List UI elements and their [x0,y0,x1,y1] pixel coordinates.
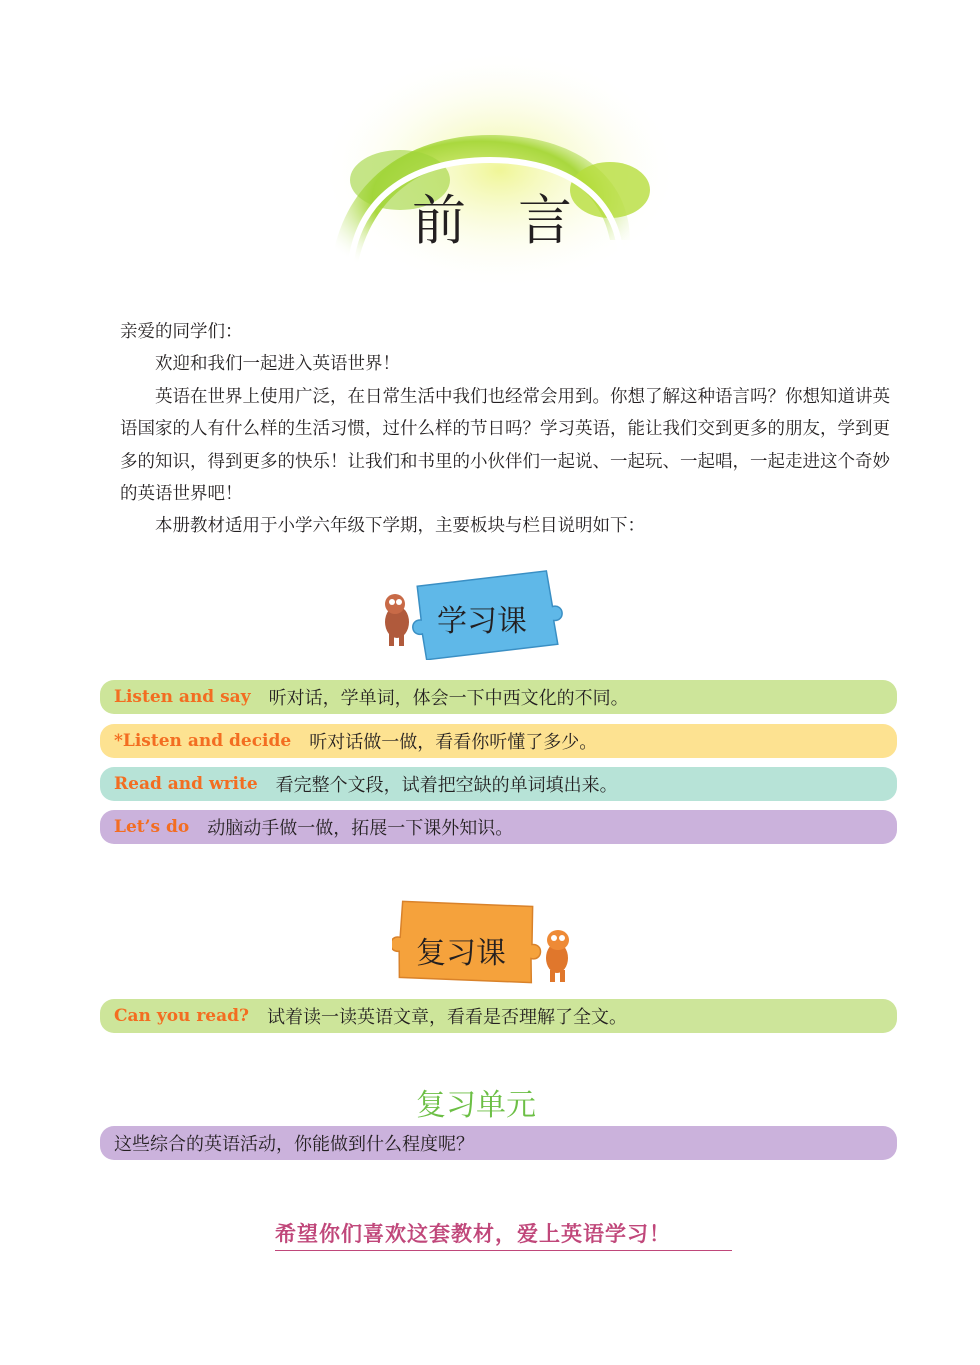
item-desc: 听对话，学单词，体会一下中西文化的不同。 [268,688,629,709]
item-label: Read and write [114,774,258,794]
item-label: Listen and say [114,687,251,707]
study-item-listen-and-say [100,680,897,714]
intro-paragraph-3: 本册教材适用于小学六年级下学期，主要板块与栏目说明如下： [155,516,645,537]
review-unit-title: 复习单元 [416,1088,536,1123]
item-desc: 动脑动手做一做，拓展一下课外知识。 [207,818,514,839]
greeting: 亲爱的同学们： [120,322,243,342]
review-unit-bar [100,1126,897,1160]
item-desc: 试着读一读英语文章，看看是否理解了全文。 [266,1007,627,1028]
intro-paragraph-1: 欢迎和我们一起进入英语世界！ [155,354,400,375]
study-item-read-and-write [100,767,897,801]
review-item-can-you-read [100,999,897,1033]
study-item-listen-and-decide [100,724,897,758]
study-lesson-header [375,570,565,660]
item-label: Can you read? [114,1006,249,1026]
item-label: *Listen and decide [114,731,292,751]
study-lesson-label: 学习课 [437,604,527,639]
page-title: 前言 [412,189,624,252]
study-item-lets-do [100,810,897,844]
review-lesson-header [392,892,582,987]
review-unit-desc: 这些综合的英语活动，你能做到什么程度呢？ [114,1134,474,1155]
closing-line: 希望你们喜欢这套教材，爱上英语学习！ [275,1218,732,1251]
review-lesson-label: 复习课 [416,936,506,971]
intro-text [120,316,890,543]
item-desc: 听对话做一做，看看你听懂了多少。 [309,732,598,753]
item-desc: 看完整个文段，试着把空缺的单词填出来。 [275,775,618,796]
item-label: Let’s do [114,817,190,837]
intro-paragraph-2: 英语在世界上使用广泛，在日常生活中我们也经常会用到。你想了解这种语言吗？你想知道讲英语国家的人有什么样的生活习惯，过什么样的节日吗？学习英语，能让我们交到更多的朋友，学到更多的知识，得到更多的快乐！让我们和书里的小伙伴们一起说、一起玩、一起唱，一起走进这个奇妙的英语世界吧！ [120,386,890,505]
